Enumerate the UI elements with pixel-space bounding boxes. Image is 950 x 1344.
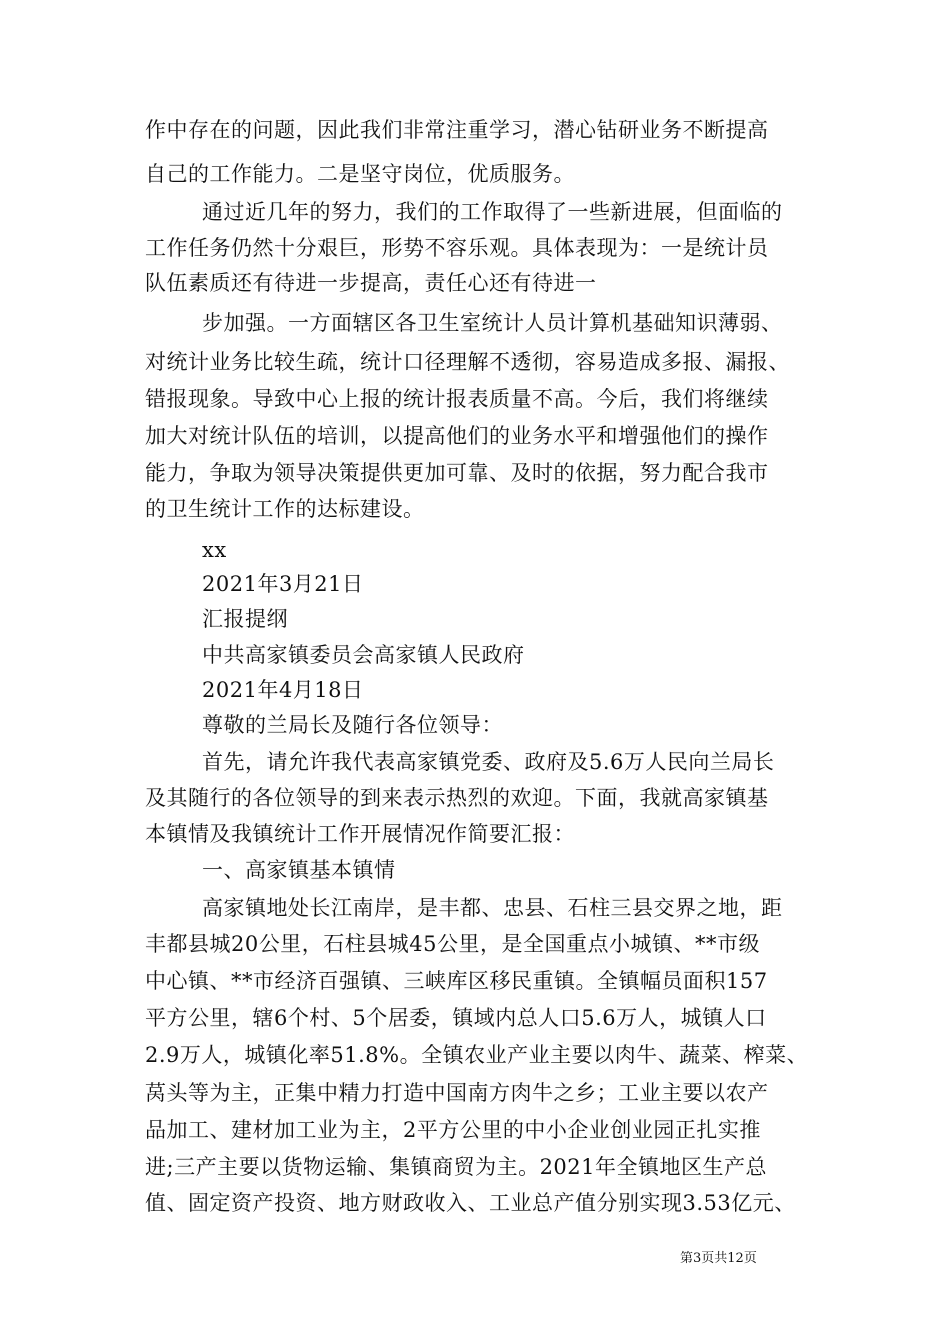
text-line: 品加工、建材加工业为主，2平方公里的中小企业创业园正扎实推 [145,1118,761,1142]
text-line: 2021年3月21日 [202,572,364,596]
text-line: 一、高家镇基本镇情 [202,858,396,882]
text-line: 中心镇、**市经济百强镇、三峡库区移民重镇。全镇幅员面积157 [145,969,768,993]
text-line: 工作任务仍然十分艰巨，形势不容乐观。具体表现为：一是统计员 [145,236,769,260]
page-number-footer: 第3页共12页 [680,1251,757,1266]
text-line: 能力，争取为领导决策提供更加可靠、及时的依据，努力配合我市 [145,461,769,485]
text-line: 中共高家镇委员会高家镇人民政府 [202,643,525,667]
text-line: 首先，请允许我代表高家镇党委、政府及5.6万人民向兰局长 [202,750,775,774]
text-line: 本镇情及我镇统计工作开展情况作简要汇报： [145,822,575,846]
text-line: 的卫生统计工作的达标建设。 [145,497,425,521]
text-line: 莴头等为主，正集中精力打造中国南方肉牛之乡；工业主要以农产 [145,1081,769,1105]
text-line: 2.9万人，城镇化率51.8%。全镇农业产业主要以肉牛、蔬菜、榨菜、 [145,1043,809,1067]
text-line: 作中存在的问题，因此我们非常注重学习，潜心钻研业务不断提高 [145,118,769,142]
text-line: 错报现象。导致中心上报的统计报表质量不高。今后，我们将继续 [145,387,769,411]
text-line: 2021年4月18日 [202,678,364,702]
text-line: 加大对统计队伍的培训，以提高他们的业务水平和增强他们的操作 [145,424,769,448]
text-line: 自己的工作能力。二是坚守岗位，优质服务。 [145,162,575,186]
text-line: 丰都县城20公里，石柱县城45公里，是全国重点小城镇、**市级 [145,932,760,956]
text-line: 步加强。一方面辖区各卫生室统计人员计算机基础知识薄弱、 [202,311,783,335]
text-line: 平方公里，辖6个村、5个居委，镇域内总人口5.6万人，城镇人口 [145,1006,767,1030]
text-line: 队伍素质还有待进一步提高，责任心还有待进一 [145,271,597,295]
text-line: 对统计业务比较生疏，统计口径理解不透彻，容易造成多报、漏报、 [145,350,790,374]
text-line: 进;三产主要以货物运输、集镇商贸为主。2021年全镇地区生产总 [145,1155,768,1179]
text-line: 高家镇地处长江南岸，是丰都、忠县、石柱三县交界之地，距 [202,896,783,920]
text-line: 值、固定资产投资、地方财政收入、工业总产值分别实现3.53亿元、 [145,1191,796,1215]
text-line: 汇报提纲 [202,607,288,631]
text-line: 尊敬的兰局长及随行各位领导： [202,713,503,737]
text-line: 及其随行的各位领导的到来表示热烈的欢迎。下面，我就高家镇基 [145,786,769,810]
text-line: 通过近几年的努力，我们的工作取得了一些新进展，但面临的 [202,200,783,224]
text-line: xx [202,538,227,562]
